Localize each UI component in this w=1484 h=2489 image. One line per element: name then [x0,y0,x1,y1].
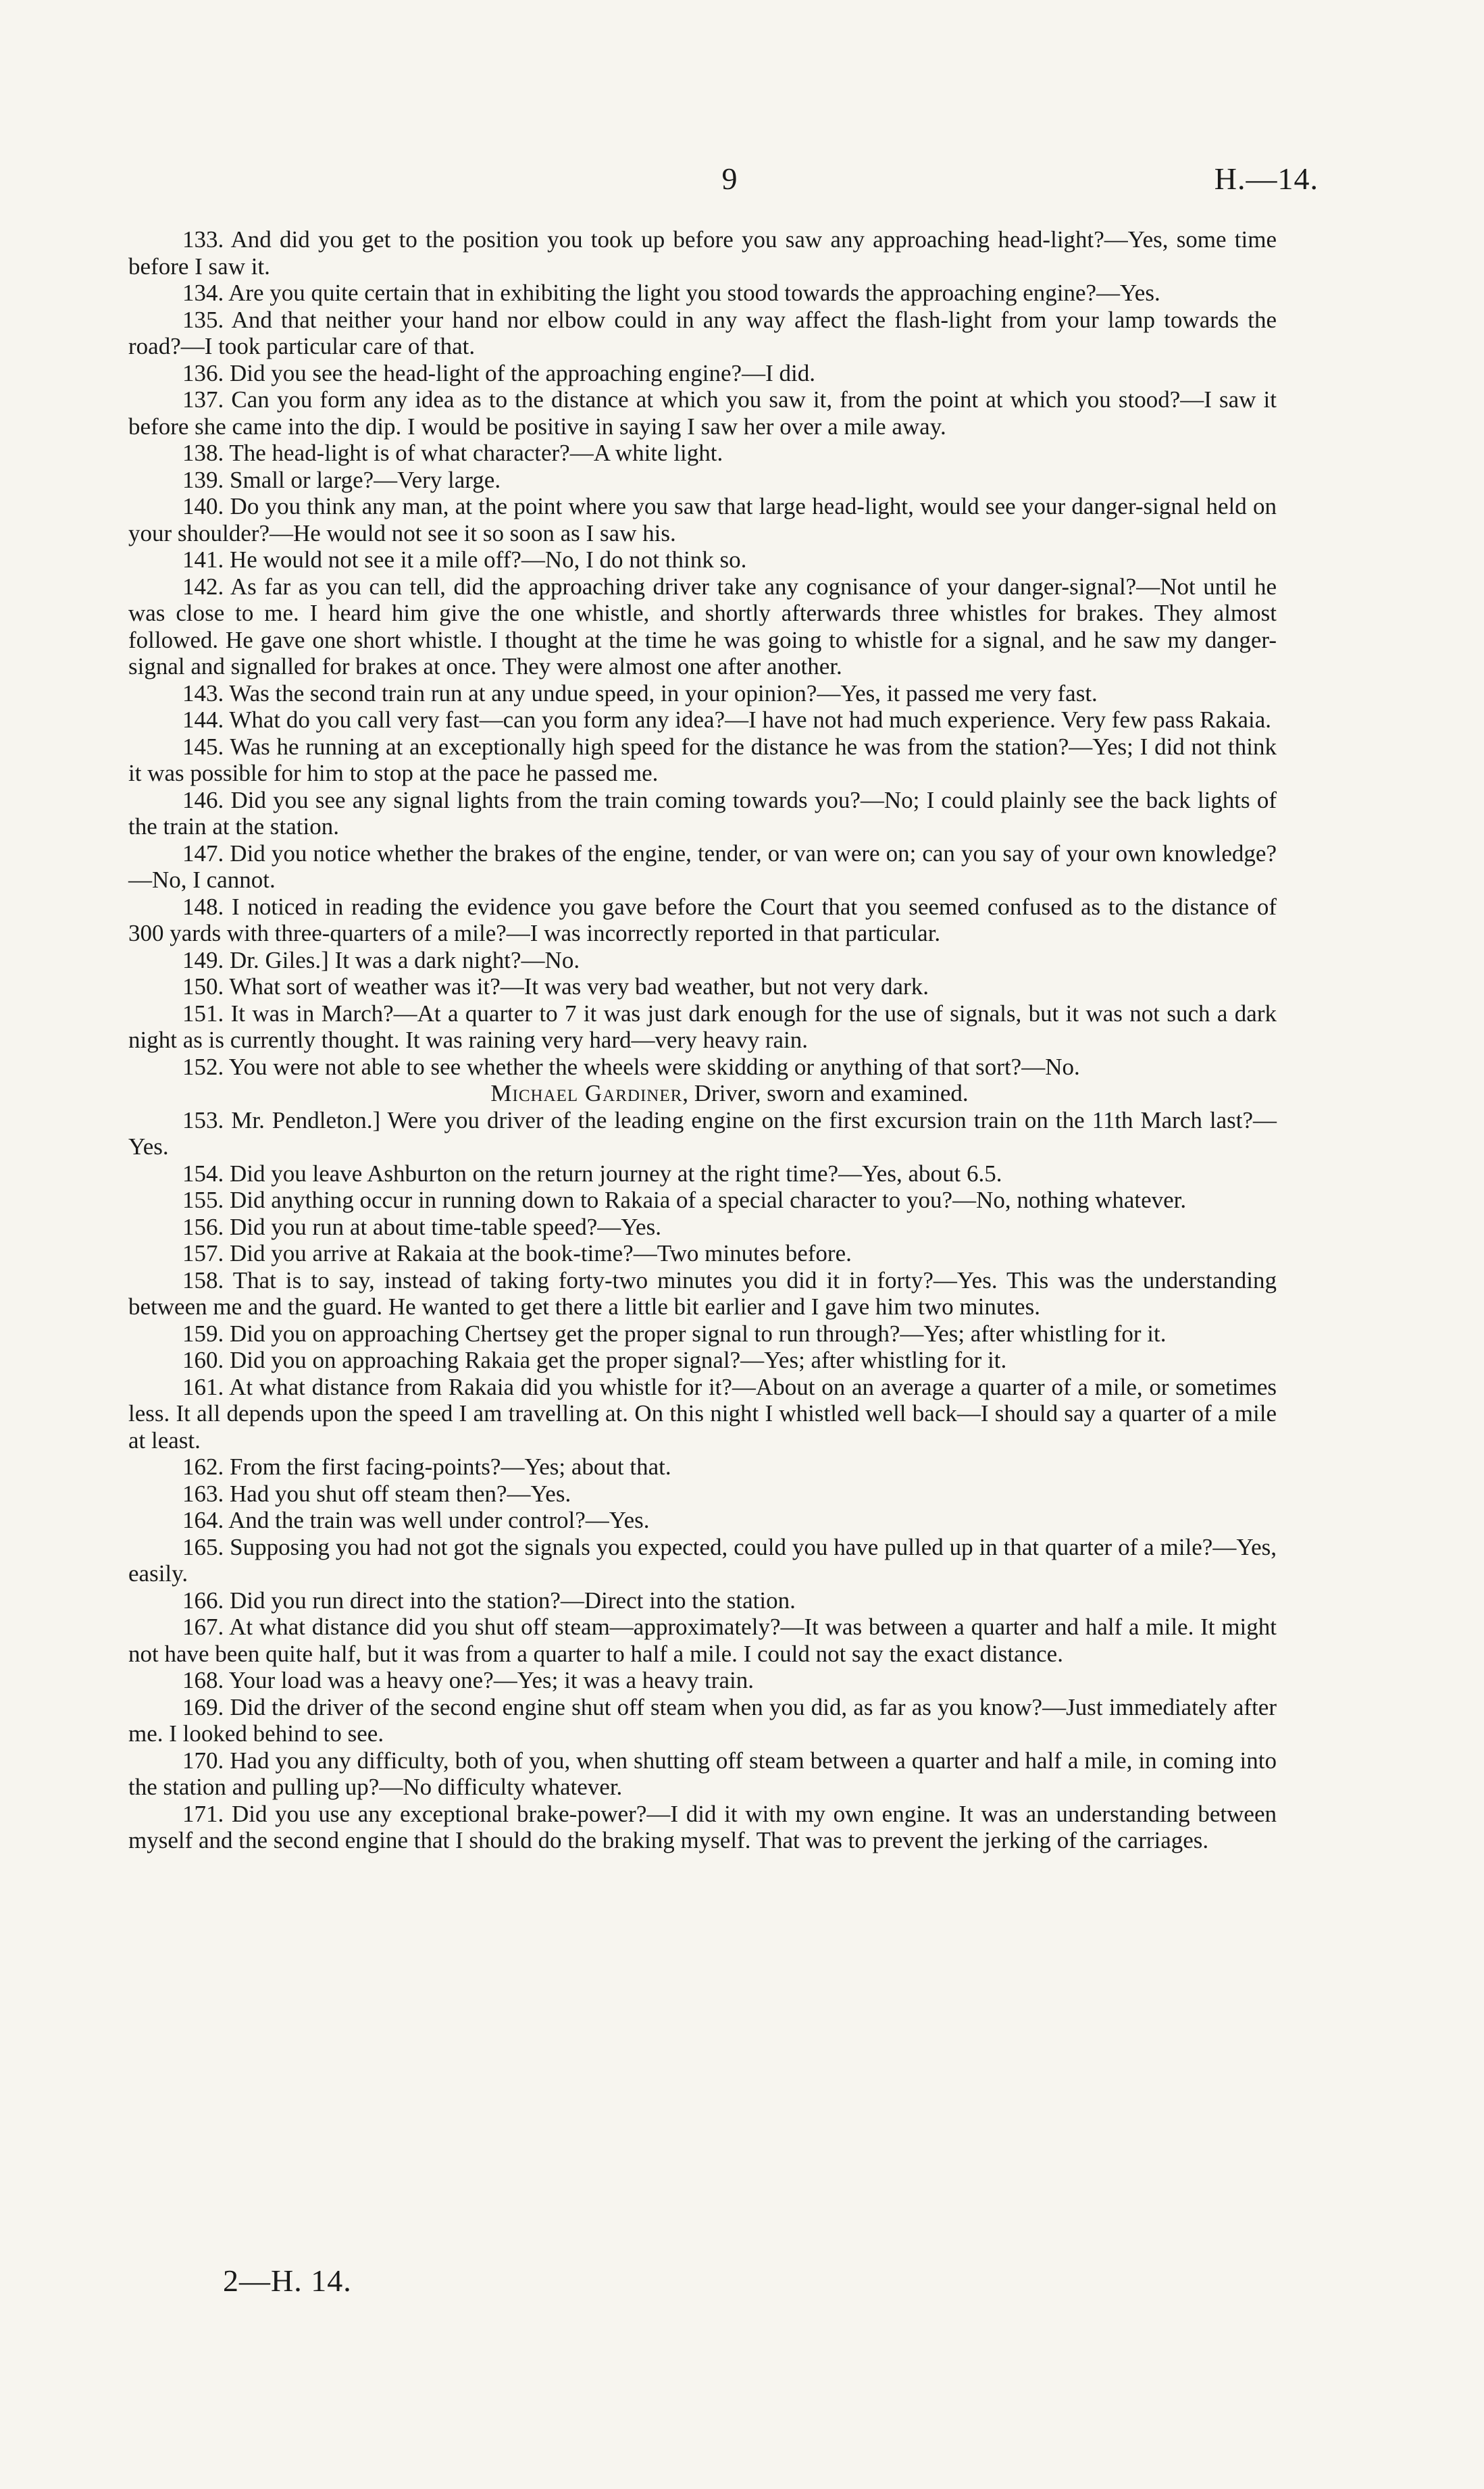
paragraph: 155. Did anything occur in running down to Rakaia of a special character to you?—No, nothing whatever. [182,1187,1187,1213]
paragraph: 133. And did you get to the position you took up before you saw any approaching head-light?—Yes, some time before I saw it. [128,226,1277,280]
paragraph: 150. What sort of weather was it?—It was very bad weather, but not very dark. [182,973,929,1000]
paragraph: 144. What do you call very fast—can you form any idea?—I have not had much experience. Very few pass Rakaia. [182,707,1272,733]
paragraph: 151. It was in March?—At a quarter to 7 it was just dark enough for the use of signals, but it was not such a dark night as is currently thought. It was raining very hard—very heavy rain. [128,1000,1277,1053]
page-number: 9 [721,161,738,196]
paragraph: 140. Do you think any man, at the point where you saw that large head-light, would see your danger-signal held on your shoulder?—He would not see it so soon as I saw his. [128,493,1277,546]
document-reference: H.—14. [1214,161,1319,196]
paragraph: 160. Did you on approaching Rakaia get the proper signal?—Yes; after whistling for it. [182,1347,1007,1373]
paragraph: 147. Did you notice whether the brakes of the engine, tender, or van were on; can you say of your own knowledge?—No, I cannot. [128,840,1277,893]
paragraph: 138. The head-light is of what character?—A white light. [182,440,723,466]
paragraph: 152. You were not able to see whether the wheels were skidding or anything of that sort?—No. [182,1053,1080,1080]
page-body [128,226,1277,1854]
paragraph: 149. Dr. Giles.] It was a dark night?—No. [182,946,580,973]
paragraph: 163. Had you shut off steam then?—Yes. [182,1480,571,1507]
paragraph: 157. Did you arrive at Rakaia at the book-time?—Two minutes before. [182,1240,852,1266]
witness-name: Michael Gardiner [490,1080,683,1106]
paragraph: 143. Was the second train run at any undue speed, in your opinion?—Yes, it passed me very fast. [182,679,1098,707]
paragraph: 158. That is to say, instead of taking forty-two minutes you did it in forty?—Yes. This was the understanding between me and the guard. He wanted to get there a little bit earlier and I gave him two minutes. [128,1266,1277,1320]
sheet-signature: 2—H. 14. [223,2263,352,2298]
paragraph: 135. And that neither your hand nor elbow could in any way affect the flash-light from your lamp towards the road?—I took particular care of that. [128,306,1277,359]
paragraph: 167. At what distance did you shut off steam—approximately?—It was between a quarter and half a mile. It might not have been quite half, but it was from a quarter to half a mile. I could not say the exact distance. [128,1614,1277,1667]
paragraph: 171. Did you use any exceptional brake-power?—I did it with my own engine. It was an understanding between myself and the second engine that I should do the braking myself. That was to prevent the jerking of the carriages. [128,1800,1277,1853]
paragraph: 165. Supposing you had not got the signals you expected, could you have pulled up in that quarter of a mile?—Yes, easily. [128,1533,1277,1587]
paragraph: 137. Can you form any idea as to the distance at which you saw it, from the point at which you stood?—I saw it before she came into the dip. I would be positive in saying I saw her over a mile away. [128,386,1277,440]
witness-heading [128,1080,1277,1107]
paragraph: 164. And the train was well under control?—Yes. [182,1507,650,1533]
paragraph: 170. Had you any difficulty, both of you, when shutting off steam between a quarter and half a mile, in coming into the station and pulling up?—No difficulty whatever. [128,1747,1277,1800]
paragraph: 148. I noticed in reading the evidence you gave before the Court that you seemed confused as to the distance of 300 yards with three-quarters of a mile?—I was incorrectly reported in that particular. [128,893,1277,946]
paragraph: 141. He would not see it a mile off?—No, I do not think so. [182,546,747,573]
paragraph: 134. Are you quite certain that in exhibiting the light you stood towards the approaching engine?—Yes. [182,280,1160,306]
paragraph: 168. Your load was a heavy one?—Yes; it was a heavy train. [182,1667,754,1693]
paragraph: 166. Did you run direct into the station?—Direct into the station. [182,1587,796,1614]
paragraph: 159. Did you on approaching Chertsey get the proper signal to run through?—Yes; after whistling for it. [182,1320,1167,1347]
paragraph: 142. As far as you can tell, did the approaching driver take any cognisance of your danger-signal?—Not until he was close to me. I heard him give the one whistle, and shortly afterwards three whistles for brakes. They almost followed. He gave one short whistle. I thought at the time he was going to whistle for a signal, and he saw my danger-signal and signalled for brakes at once. They were almost one after another. [128,573,1277,679]
paragraph: 169. Did the driver of the second engine shut off steam when you did, as far as you know?—Just immediately after me. I looked behind to see. [128,1693,1277,1747]
paragraph: 161. At what distance from Rakaia did you whistle for it?—About on an average a quarter of a mile, or sometimes less. It all depends upon the speed I am travelling at. On this night I whistled well back—I should say a quarter of a mile at least. [128,1373,1277,1454]
paragraph: 162. From the first facing-points?—Yes; about that. [182,1454,671,1480]
paragraph: 153. Mr. Pendleton.] Were you driver of the leading engine on the first excursion train on the 11th March last?—Yes. [128,1106,1277,1160]
paragraph: 145. Was he running at an exceptionally high speed for the distance he was from the station?—Yes; I did not think it was possible for him to stop at the pace he passed me. [128,733,1277,786]
paragraph: 146. Did you see any signal lights from the train coming towards you?—No; I could plainly see the back lights of the train at the station. [128,786,1277,840]
paragraph: 154. Did you leave Ashburton on the return journey at the right time?—Yes, about 6.5. [182,1160,1002,1187]
paragraph: 139. Small or large?—Very large. [182,466,501,493]
paragraph: 156. Did you run at about time-table speed?—Yes. [182,1213,661,1240]
paragraph: 136. Did you see the head-light of the approaching engine?—I did. [182,359,815,386]
witness-description: , Driver, sworn and examined. [682,1080,969,1106]
